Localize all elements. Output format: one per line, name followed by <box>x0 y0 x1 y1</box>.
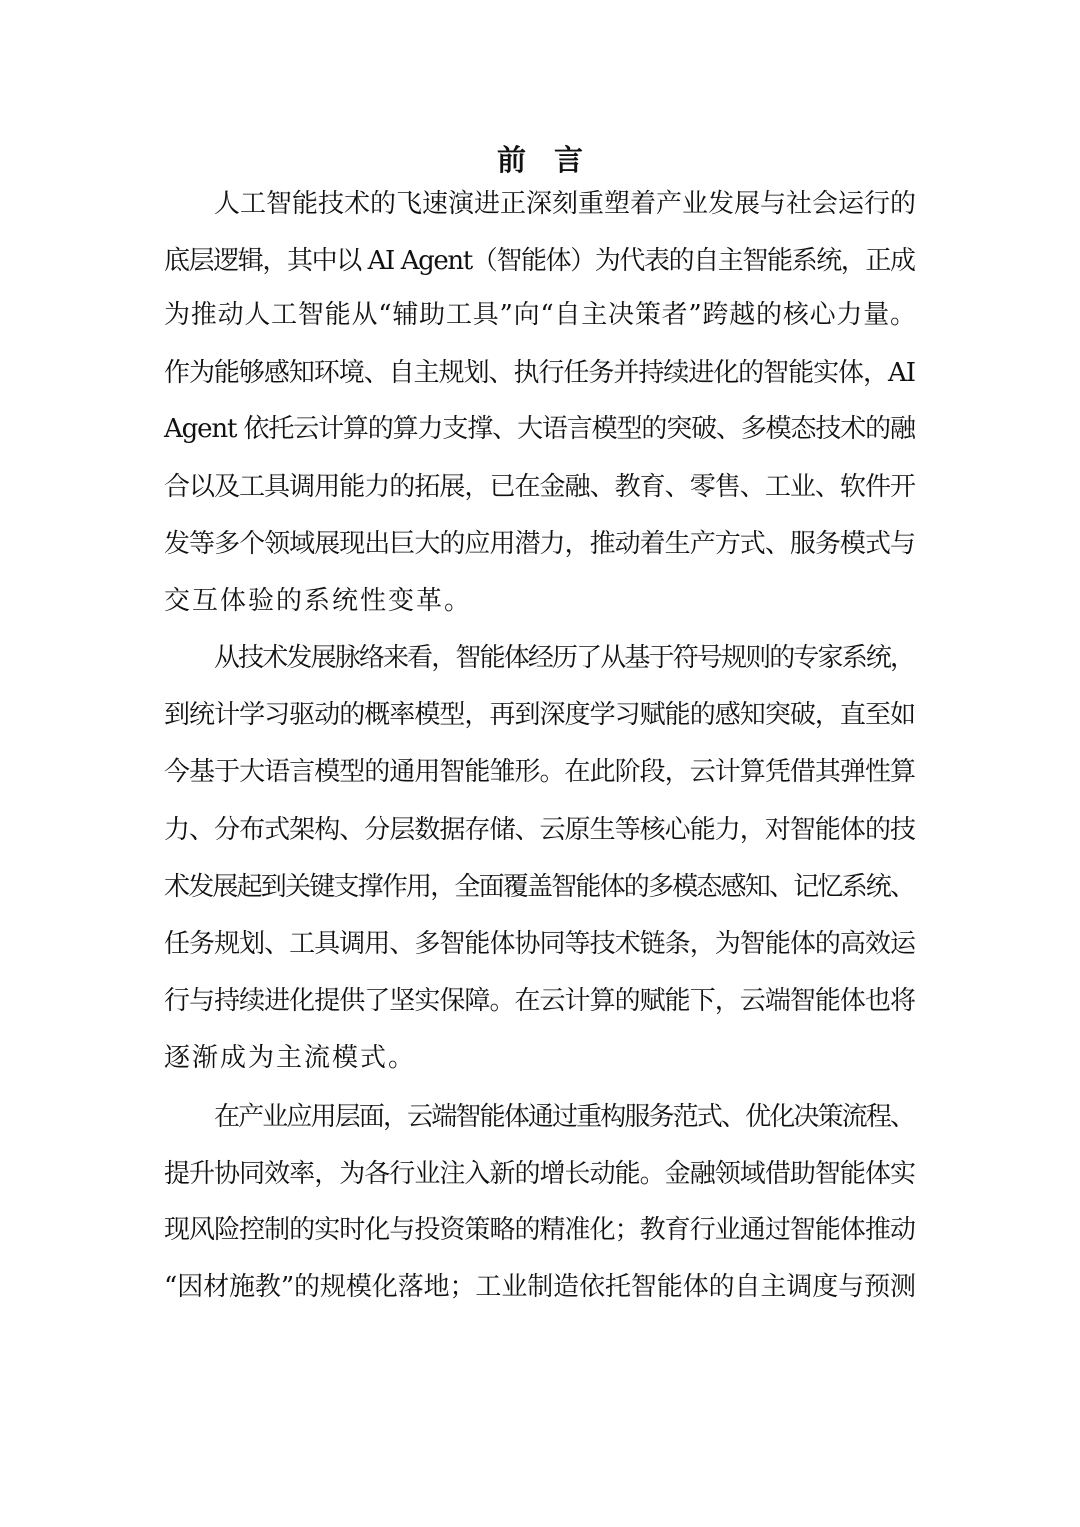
paragraph-3-line: “因材施教”的规模化落地；工业制造依托智能体的自主调度与预测 <box>164 1272 916 1302</box>
paragraph-2-line: 今基于大语言模型的通用智能雏形。在此阶段，云计算凭借其弹性算 <box>164 757 916 787</box>
paragraph-3-line: 提升协同效率，为各行业注入新的增长动能。金融领域借助智能体实 <box>164 1159 916 1189</box>
paragraph-1-line: 底层逻辑，其中以 AI Agent（智能体）为代表的自主智能系统，正成 <box>164 246 915 276</box>
paragraph-2-line: 到统计学习驱动的概率模型，再到深度学习赋能的感知突破，直至如 <box>164 700 916 730</box>
page-title: 前言 <box>496 143 611 177</box>
paragraph-1-line: Agent 依托云计算的算力支撑、大语言模型的突破、多模态技术的融 <box>164 414 915 444</box>
paragraph-1-line: 为推动人工智能从“辅助工具”向“自主决策者”跨越的核心力量。 <box>164 300 917 330</box>
paragraph-3-line: 在产业应用层面，云端智能体通过重构服务范式、优化决策流程、 <box>214 1102 915 1132</box>
paragraph-2-line: 行与持续进化提供了坚实保障。在云计算的赋能下，云端智能体也将 <box>164 986 916 1016</box>
paragraph-1-line: 作为能够感知环境、自主规划、执行任务并持续进化的智能实体，AI <box>164 358 915 388</box>
paragraph-2-line: 逐渐成为主流模式。 <box>164 1043 417 1073</box>
paragraph-2-line: 力、分布式架构、分层数据存储、云原生等核心能力，对智能体的技 <box>164 815 916 845</box>
paragraph-3-line: 现风险控制的实时化与投资策略的精准化；教育行业通过智能体推动 <box>164 1215 916 1245</box>
paragraph-1-line: 人工智能技术的飞速演进正深刻重塑着产业发展与社会运行的 <box>214 189 916 219</box>
paragraph-1-line: 发等多个领域展现出巨大的应用潜力，推动着生产方式、服务模式与 <box>164 529 916 559</box>
paragraph-2-line: 术发展起到关键支撑作用，全面覆盖智能体的多模态感知、记忆系统、 <box>164 872 915 902</box>
paragraph-2-line: 从技术发展脉络来看，智能体经历了从基于符号规则的专家系统， <box>214 643 915 673</box>
paragraph-1-line: 交互体验的系统性变革。 <box>164 586 473 616</box>
paragraph-1-line: 合以及工具调用能力的拓展，已在金融、教育、零售、工业、软件开 <box>164 472 916 502</box>
paragraph-2-line: 任务规划、工具调用、多智能体协同等技术链条，为智能体的高效运 <box>164 929 916 959</box>
